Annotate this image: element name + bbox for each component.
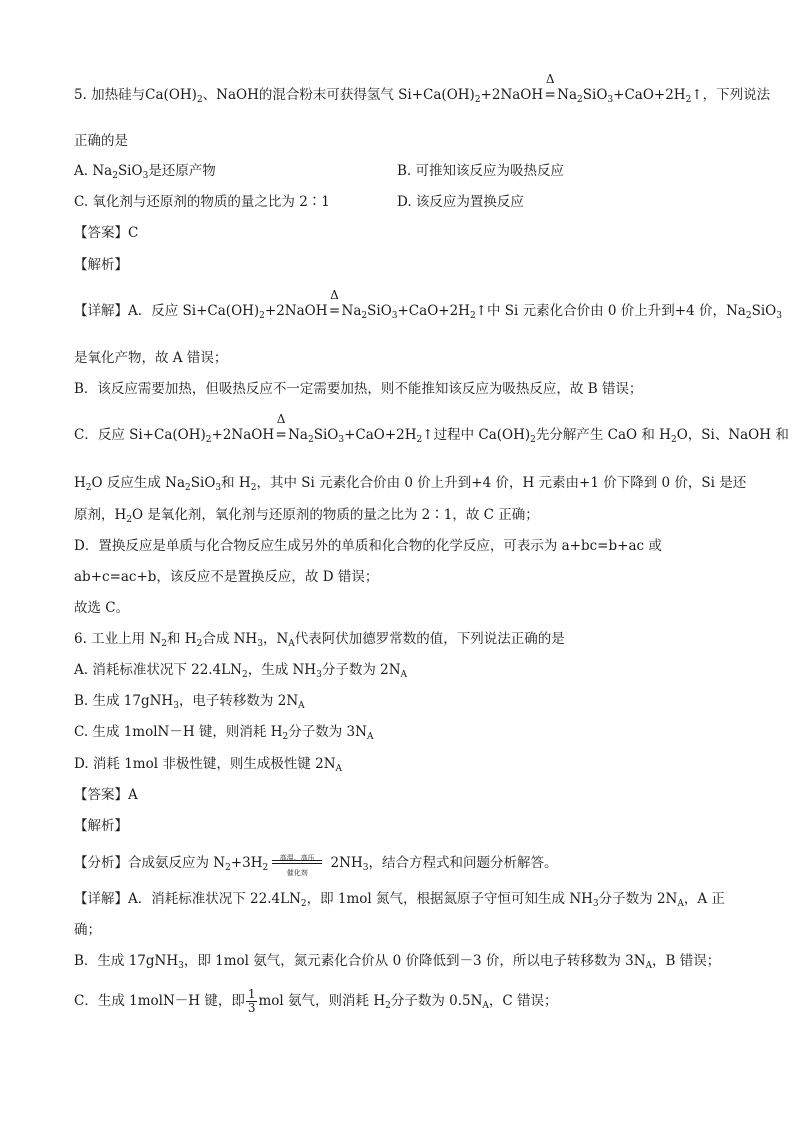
q6-stem: 6. 工业上用 $N_2$和 $H_2$合成 $NH_3$，$N_A$代表阿伏加德罗常数的值，下列说法正确的是 — [74, 631, 565, 649]
q6-analysis-label: 【解析】 — [74, 818, 128, 834]
q6-option-c: C. 生成 1molN－H 键，则消耗 $H_2$分子数为 $3N_A$ — [74, 724, 374, 742]
q5-detail-a-line2: 是氧化产物，故 A 错误； — [74, 350, 228, 366]
q6-detail-c: C．生成 1molN－H 键，即 $\frac{1}{3}$ mol 氨气，则消耗 $H_2$分子数为 $0.5N_A$，C 错误； — [74, 987, 558, 1015]
heat-condition: Δ = — [275, 412, 287, 443]
q5-detail-d-line1: D．置换反应是单质与化合物反应生成另外的单质和化合物的化学反应，可表示为 a+bc=b+ac 或 — [74, 538, 662, 554]
q6-option-a: A. 消耗标准状况下 $22.4LN_2$，生成 $NH_3$分子数为 $2N_A$ — [74, 662, 408, 680]
q5-stem-line1: 5. 加热硅与$Ca(OH)_2$、NaOH的混合粉末可获得氢气 $Si+Ca(OH)_2+2NaOH$ Δ $=Na_2SiO_3+CaO+2H_2↑$，下列说法 — [74, 72, 771, 105]
q5-detail-d-line2: ab+c=ac+b，该反应不是置换反应，故 D 错误； — [74, 569, 379, 585]
fraction-one-third: $\frac{1}{3}$ — [247, 987, 256, 1015]
q5-detail-a-line1: 【详解】A．反应 $Si+Ca(OH)_2+2NaOH$ Δ $=Na_2SiO_3+CaO+2H_2↑$中 Si 元素化合价由 0 价上升到+4 价，$Na_2SiO_3$ — [74, 288, 782, 321]
heat-condition: Δ = — [328, 288, 341, 319]
q5-conclusion: 故选 C。 — [74, 600, 130, 616]
q6-fenxi: 【分析】合成氨反应为 $N_2+3H_2$ 高温、高压 催化剂 $2NH_3$，结合方程式和问题分析解答。 — [74, 854, 558, 877]
q6-option-b: B. 生成 17gNH$_3$，电子转移数为 $2N_A$ — [74, 693, 305, 711]
q5-option-c: C. 氧化剂与还原剂的物质的量之比为 2∶1 — [74, 194, 330, 210]
q5-analysis-label: 【解析】 — [74, 257, 128, 273]
q6-detail-a-line2: 确； — [74, 922, 101, 938]
q5-option-d: D. 该反应为置换反应 — [397, 194, 524, 210]
q5-detail-c-line2: $H_2O$ 反应生成 $Na_2SiO_3$和 $H_2$，其中 Si 元素化合价由 0 价上升到+4 价，H 元素由+1 价下降到 0 价，Si 是还 — [74, 475, 747, 493]
q6-detail-a-line1: 【详解】A．消耗标准状况下 $22.4LN_2$，即 1mol 氮气，根据氮原子守恒可知生成 $NH_3$分子数为 $2N_A$，A 正 — [74, 891, 725, 909]
reversible-arrow: 高温、高压 催化剂 — [268, 853, 326, 871]
q6-option-d: D. 消耗 1mol 非极性键，则生成极性键 $2N_A$ — [74, 756, 343, 774]
heat-condition: Δ = — [544, 72, 556, 103]
q5-answer: 【答案】C — [74, 225, 139, 241]
q5-detail-b: B．该反应需要加热，但吸热反应不一定需要加热，则不能推知该反应为吸热反应，故 B 错误； — [74, 381, 643, 397]
q5-detail-c-line3: 原剂，$H_2O$ 是氧化剂，氧化剂与还原剂的物质的量之比为 2∶1，故 C 正确； — [74, 507, 539, 525]
q6-detail-b: B．生成 17gNH$_3$，即 1mol 氨气，氮元素化合价从 0 价降低到－3 价，所以电子转移数为 $3N_A$，B 错误； — [74, 953, 721, 971]
q6-answer: 【答案】A — [74, 787, 138, 803]
q5-option-b: B. 可推知该反应为吸热反应 — [397, 163, 565, 179]
q5-stem-line2: 正确的是 — [74, 133, 128, 149]
q5-option-a: A. $Na_2SiO_3$是还原产物 — [74, 163, 216, 181]
q5-detail-c-line1: C．反应 $Si+Ca(OH)_2+2NaOH$ Δ $=Na_2SiO_3+CaO+2H_2↑$过程中 $Ca(OH)_2$先分解产生 CaO 和 $H_2O$，Si、NaOH 和 — [74, 412, 789, 445]
